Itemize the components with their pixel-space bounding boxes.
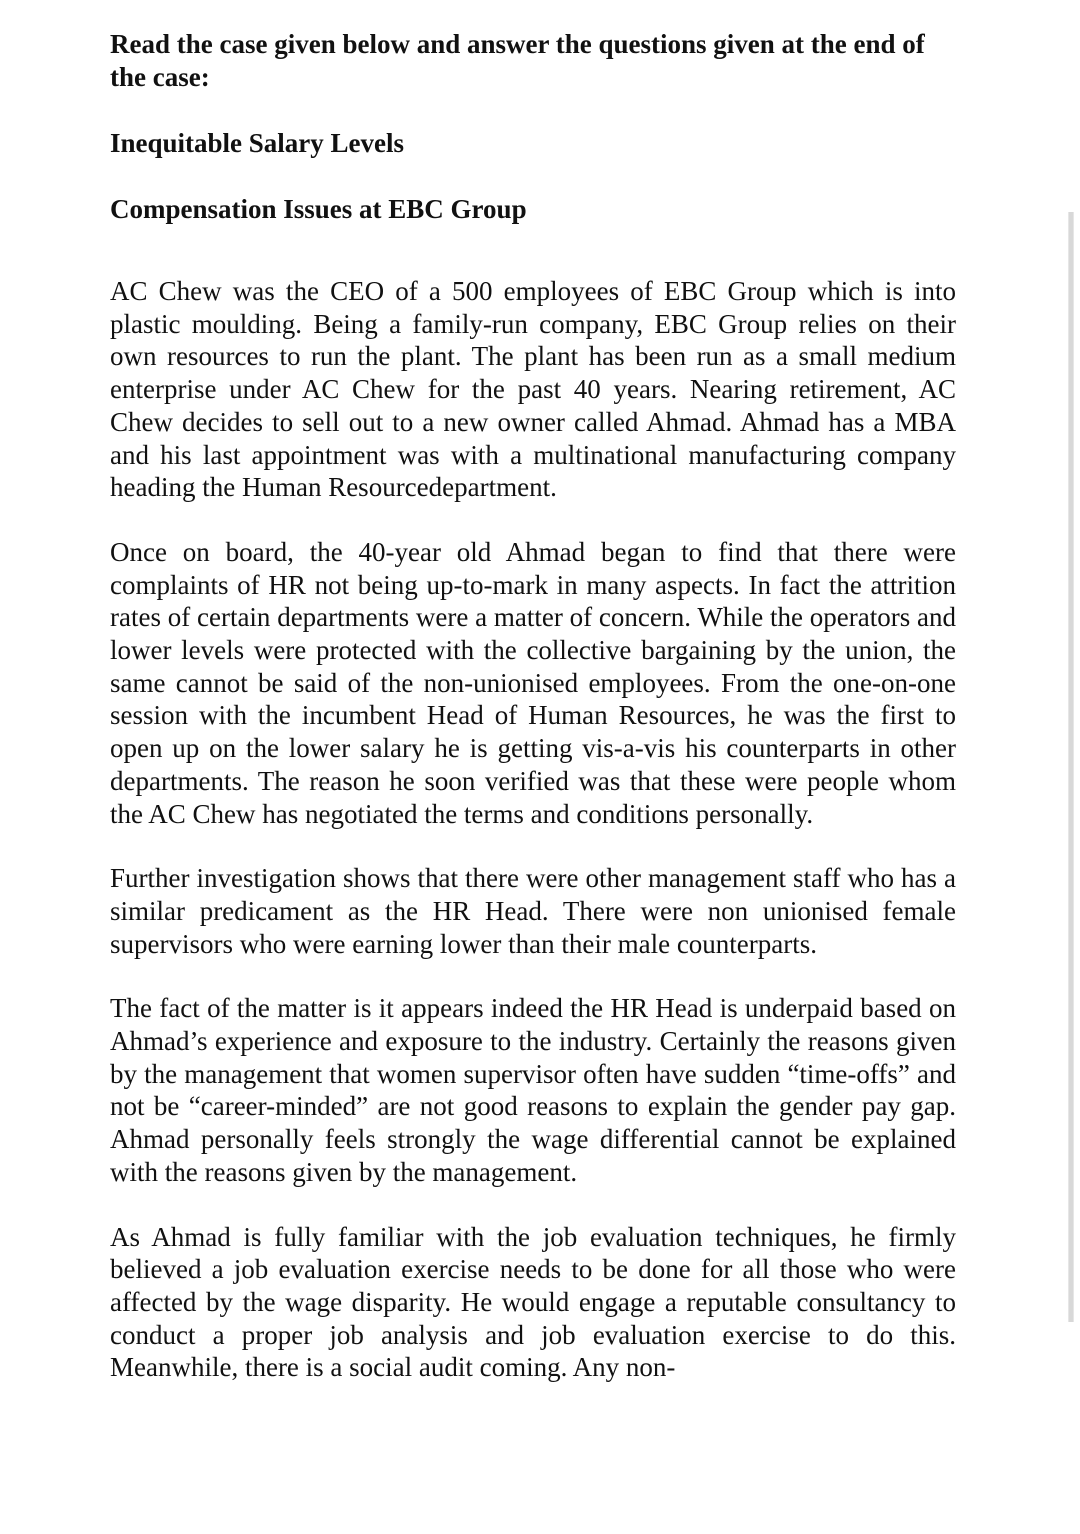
paragraph-3: Further investigation shows that there were other management staff who has a similar predicament as the HR Head. There were non unionised female supervisors who were earning lower than their male counterparts. [110, 863, 956, 959]
document-page [110, 28, 956, 1416]
instructions-text: Read the case given below and answer the questions given at the end of the case: [110, 29, 925, 92]
paragraph-4: The fact of the matter is it appears indeed the HR Head is underpaid based on Ahmad’s experience and exposure to the industry. Certainly the reasons given by the management that women supervisor often have sudden “time-offs” and not be “career-minded” are not good reasons to explain the gender pay gap. Ahmad personally feels strongly the wage differential cannot be explained with the reasons given by the management. [110, 993, 956, 1187]
paragraph-5: As Ahmad is fully familiar with the job evaluation techniques, he firmly believed a job evaluation exercise needs to be done for all those who were affected by the wage disparity. He would engage a reputable consultancy to conduct a proper job analysis and job evaluation exercise to do this. Meanwhile, there is a social audit coming. Any non- [110, 1221, 956, 1383]
vertical-scrollbar[interactable] [1068, 212, 1074, 1322]
scrollbar-thumb[interactable] [1069, 212, 1073, 1322]
paragraph-1: AC Chew was the CEO of a 500 employees of EBC Group which is into plastic moulding. Being a family-run company, EBC Group relies on their own resources to run the plant. The plant has been run as a small medium enterprise under AC Chew for the past 40 years. Nearing retirement, AC Chew decides to sell out to a new owner called Ahmad. Ahmad has a MBA and his last appointment was with a multinational manufacturing company heading the Human Resourcedepartment. [110, 276, 956, 503]
case-title: Inequitable Salary Levels [110, 128, 405, 158]
case-subtitle: Compensation Issues at EBC Group [110, 194, 527, 224]
paragraph-2: Once on board, the 40-year old Ahmad began to find that there were complaints of HR not being up-to-mark in many aspects. In fact the attrition rates of certain departments were a matter of concern. While the operators and lower levels were protected with the collective bargaining by the union, the same cannot be said of the non-unionised employees. From the one-on-one session with the incumbent Head of Human Resources, he was the first to open up on the lower salary he is getting vis-a-vis his counterparts in other departments. The reason he soon verified was that these were people whom the AC Chew has negotiated the terms and conditions personally. [110, 536, 956, 829]
